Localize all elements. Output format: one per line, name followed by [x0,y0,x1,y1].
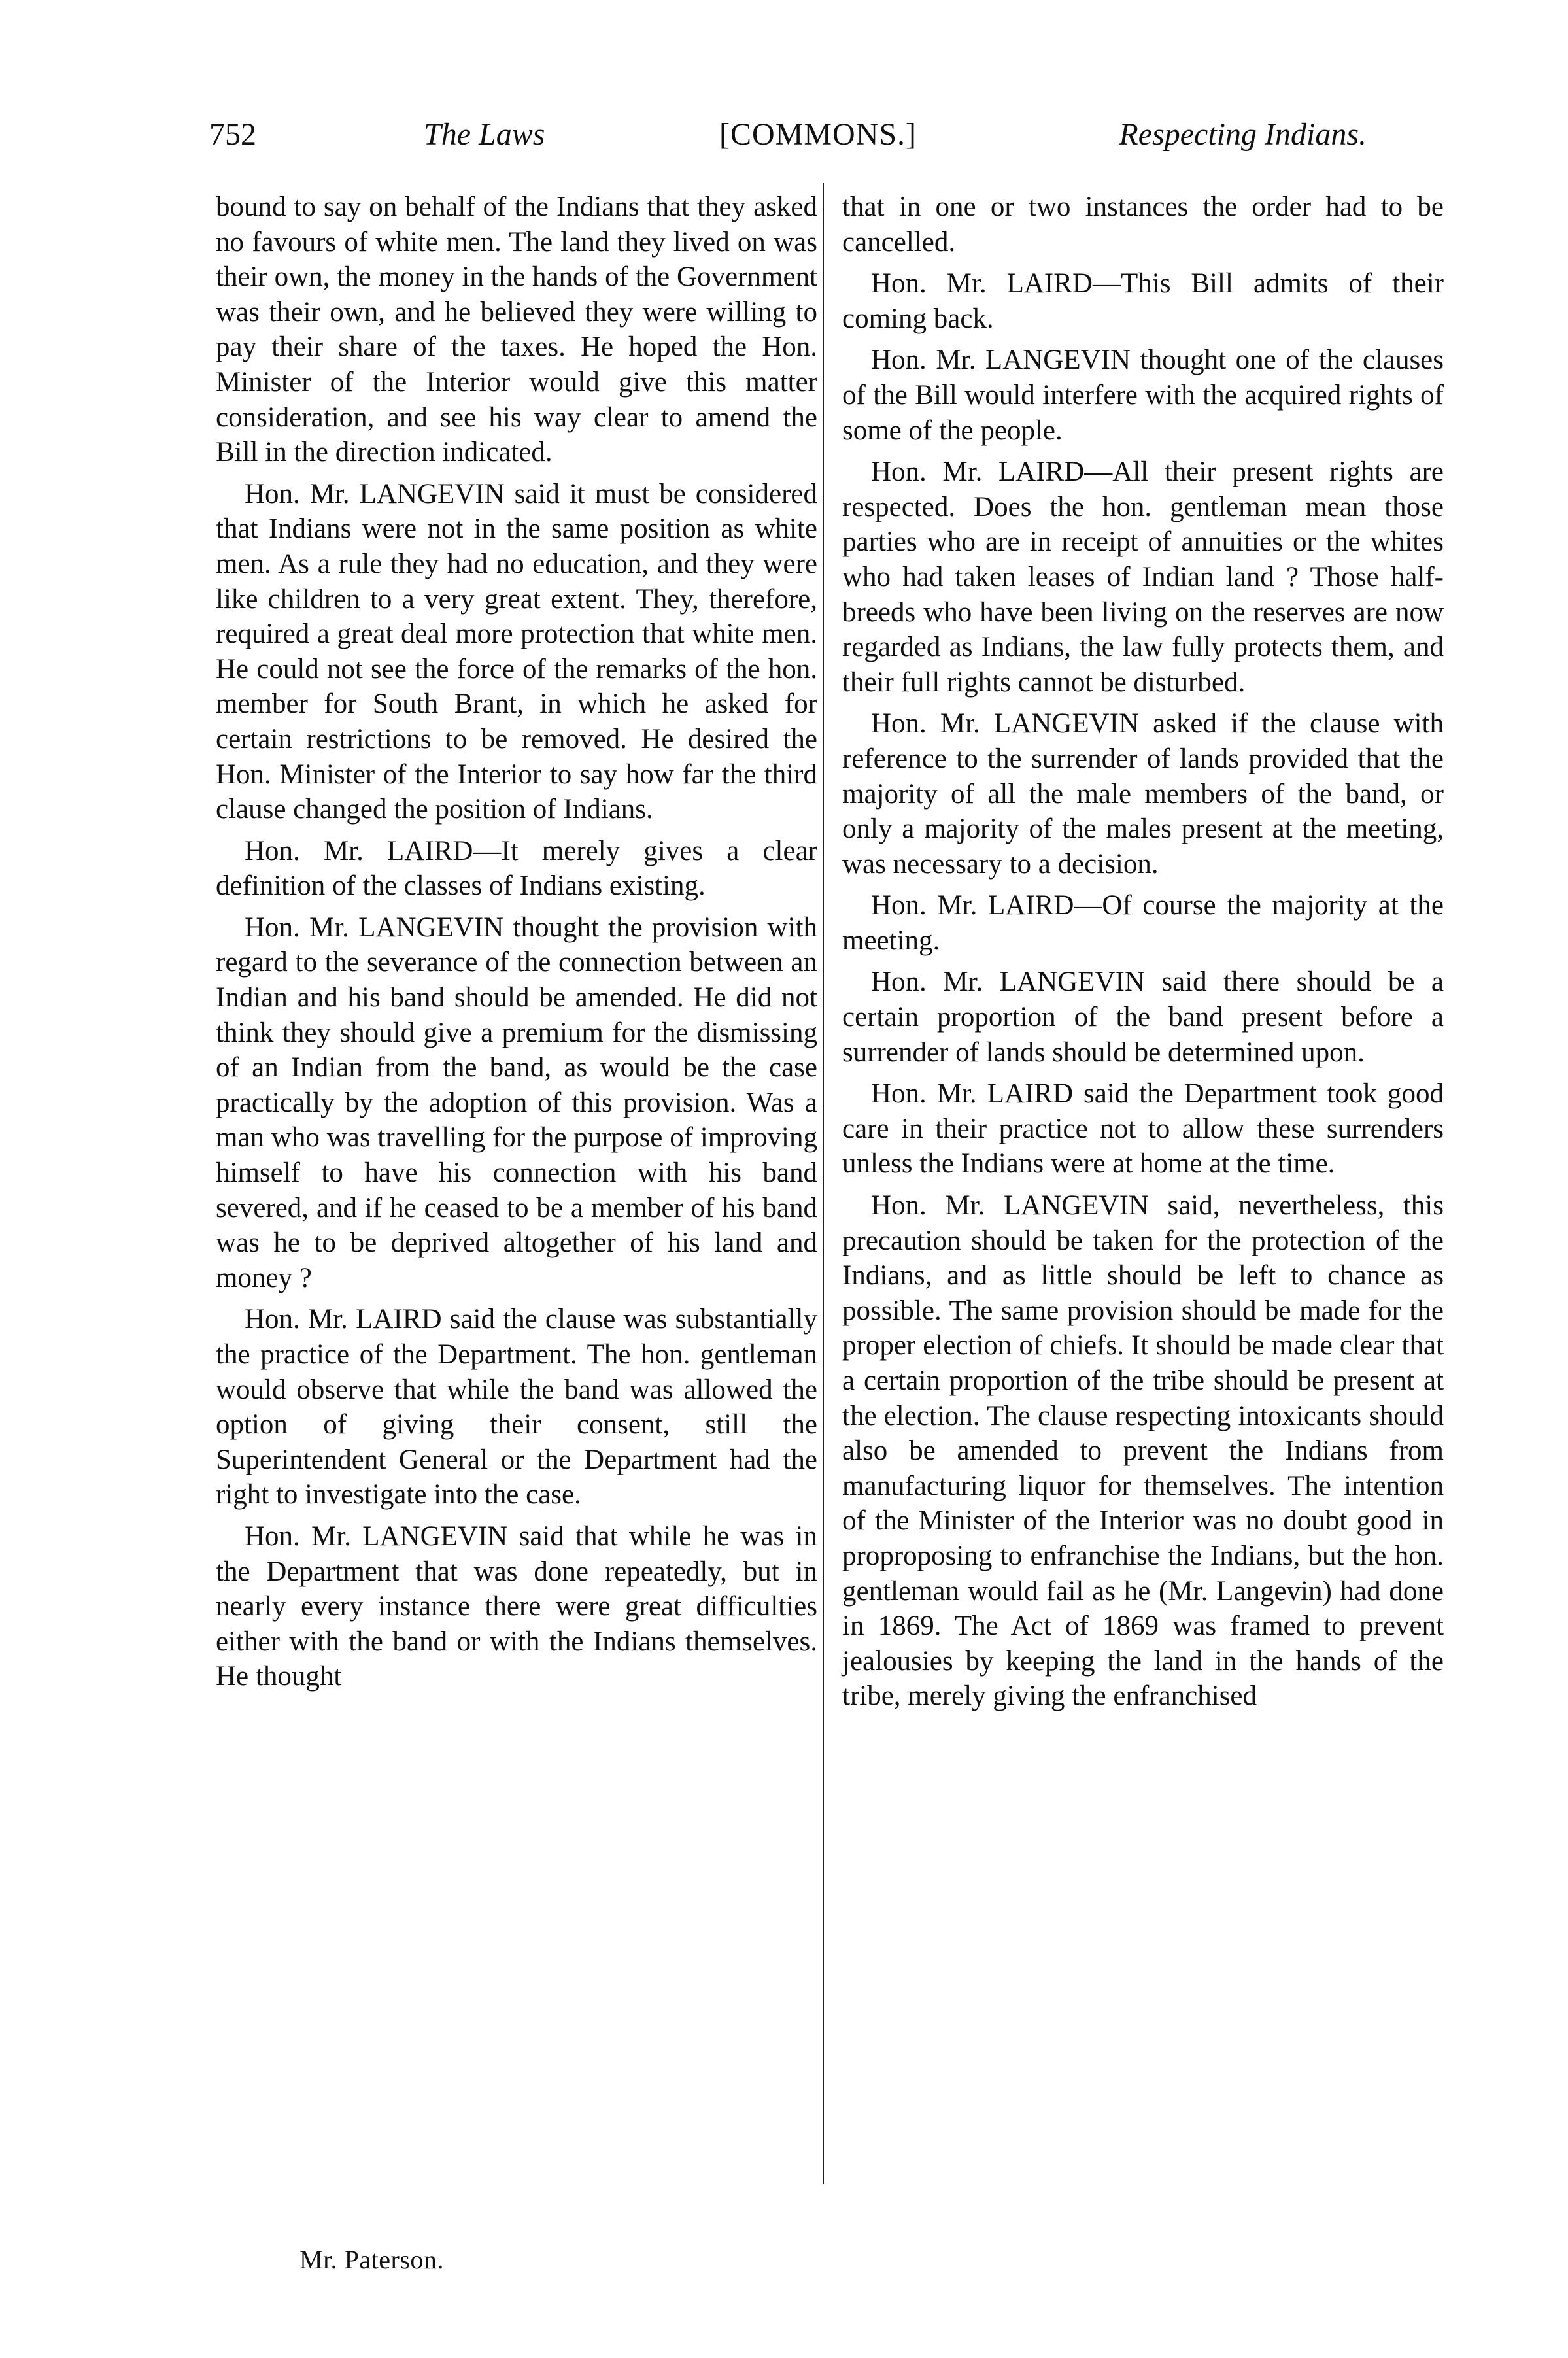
column-divider [823,183,824,2184]
paragraph: Hon. Mr. LANGEVIN said, nevertheless, this precaution should be taken for the protection of the Indians, and as little should be left to chance as possible. The same provision should be made for the proper election of chiefs. It should be made clear that a certain proportion of the tribe should be present at the election. The clause respecting intoxicants should also be amended to prevent the Indians from manufacturing liquor for themselves. The intention of the Minister of the Interior was no doubt good in proproposing to enfranchise the Indians, but the hon. gentleman would fail as he (Mr. Langevin) had done in 1869. The Act of 1869 was framed to prevent jealousies by keeping the land in the hands of the tribe, merely giving the enfranchised [842,1190,1444,1712]
paragraph: Hon. Mr. LAIRD—This Bill admits of their coming back. [842,268,1444,334]
paragraph: bound to say on behalf of the Indians that they asked no favours of white men. The land they lived on was their own, the money in the hands of the Government was their own, and he believed they were willing to pay their share of the taxes. He hoped the Hon. Minister of the Interior would give this matter consideration, and see his way clear to amend the Bill in the direction indicated. [216,192,817,468]
header-right-title: Respecting Indians. [1119,117,1367,152]
right-column [842,190,1444,1720]
header-center-title: [COMMONS.] [719,117,917,152]
paragraph: Hon. Mr. LANGEVIN asked if the clause with reference to the surrender of lands provided that the majority of all the male members of the band, or only a majority of the males present at the meeting, was necessary to a decision. [842,708,1444,880]
page-footer-catchword: Mr. Paterson. [299,2245,444,2274]
left-column [216,190,817,1701]
paragraph: Hon. Mr. LAIRD—All their present rights are respected. Does the hon. gentleman mean those parties who are in receipt of annuities or the whites who had taken leases of Indian land ? Those half-breeds who have been living on the reserves are now regarded as Indians, the law fully protects them, and their full rights cannot be disturbed. [842,456,1444,698]
paragraph: Hon. Mr. LANGEVIN said there should be a certain proportion of the band present before a surrender of lands should be determined upon. [842,966,1444,1068]
paragraph: Hon. Mr. LANGEVIN thought the provision with regard to the severance of the connection between an Indian and his band should be amended. He did not think they should give a premium for the dismissing of an Indian from the band, as would be the case practically by the adoption of this provision. Was a man who was travelling for the purpose of improving himself to have his connection with his band severed, and if he ceased to be a member of his band was he to be deprived altogether of his land and money ? [216,912,817,1293]
paragraph: Hon. Mr. LAIRD—It merely gives a clear definition of the classes of Indians existing. [216,835,817,902]
header-left-title: The Laws [424,117,545,152]
page-number: 752 [209,117,256,152]
paragraph: Hon. Mr. LANGEVIN thought one of the clauses of the Bill would interfere with the acquired rights of some of the people. [842,345,1444,446]
paragraph: Hon. Mr. LAIRD said the clause was substantially the practice of the Department. The hon. gentleman would observe that while the band was allowed the option of giving their consent, still the Superintendent General or the Department had the right to investigate into the case. [216,1304,817,1511]
paragraph: Hon. Mr. LANGEVIN said that while he was in the Department that was done repeatedly, but in nearly every instance there were great difficulties either with the band or with the Indians themselves. He thought [216,1520,817,1692]
page-header [209,116,1367,169]
paragraph: Hon. Mr. LANGEVIN said it must be considered that Indians were not in the same position as white men. As a rule they had no education, and they were like children to a very great extent. They, therefore, required a great deal more protection that white men. He could not see the force of the remarks of the hon. member for South Brant, in which he asked for certain restrictions to be removed. He desired the Hon. Minister of the Interior to say how far the third clause changed the position of Indians. [216,478,817,825]
paragraph: Hon. Mr. LAIRD said the Department took good care in their practice not to allow these surrenders unless the Indians were at home at the time. [842,1078,1444,1180]
paragraph: Hon. Mr. LAIRD—Of course the majority at the meeting. [842,890,1444,956]
paragraph: that in one or two instances the order had to be cancelled. [842,192,1444,258]
